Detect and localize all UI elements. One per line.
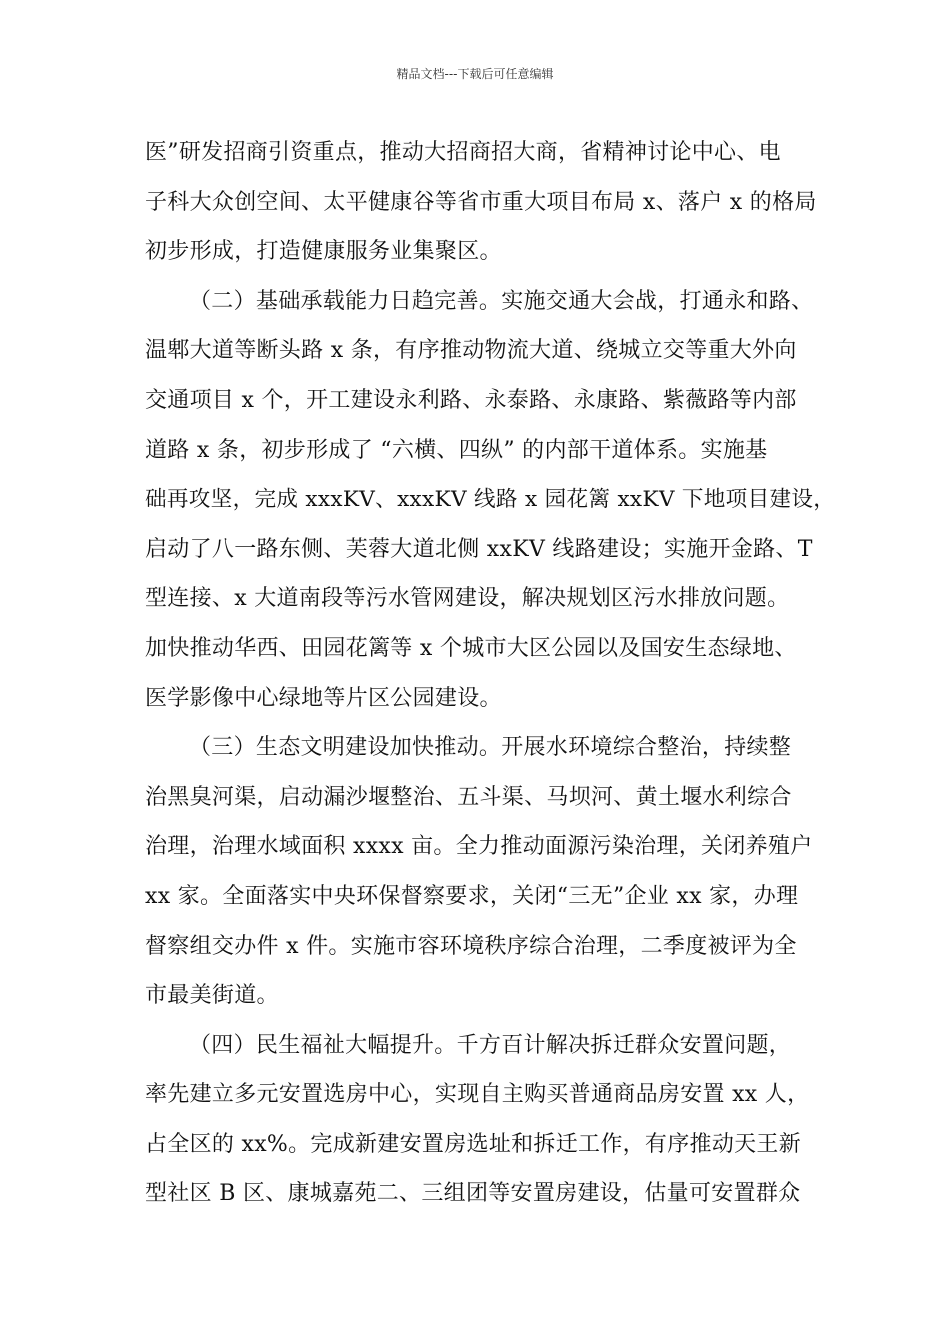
text-line: （三）生态文明建设加快推动。开展水环境综合整治，持续整 [189,735,792,761]
text-line: 医”研发招商引资重点，推动大招商招大商，省精神讨论中心、电 [145,140,781,165]
text-line: 初步形成，打造健康服务业集聚区。 [145,239,502,265]
text-line: （二）基础承载能力日趋完善。实施交通大会战，打通永和路、 [189,288,814,314]
text-line: 治理，治理水域面积 xxxx 亩。全力推动面源污染治理，关闭养殖户 [145,834,813,860]
text-line: 督察组交办件 x 件。实施市容环境秩序综合治理，二季度被评为全 [145,933,797,959]
text-line: 型社区 B 区、康城嘉苑二、三组团等安置房建设，估量可安置群众 [145,1181,801,1207]
text-line: （四）民生福祉大幅提升。千方百计解决拆迁群众安置问题， [189,1032,792,1058]
text-line: 础再攻坚，完成 xxxKV、xxxKV 线路 x 园花篱 xxKV 下地项目建设， [145,487,836,513]
text-line: 加快推动华西、田园花篱等 x 个城市大区公园以及国安生态绿地、 [145,635,797,661]
page-header: 精品文档---下载后可任意编辑 [396,67,554,81]
text-line: 市最美街道。 [145,983,279,1009]
text-line: 温郫大道等断头路 x 条，有序推动物流大道、绕城立交等重大外向 [145,338,797,364]
text-line: 启动了八一路东侧、芙蓉大道北侧 xxKV 线路建设；实施开金路、T [145,536,813,562]
text-line: 占全区的 xx%。完成新建安置房选址和拆迁工作，有序推动天王新 [145,1131,802,1157]
text-line: 子科大众创空间、太平健康谷等省市重大项目布局 x、落户 x 的格局 [145,189,817,215]
text-line: 治黑臭河渠，启动漏沙堰整治、五斗渠、马坝河、黄土堰水利综合 [145,784,792,810]
text-line: 型连接、x 大道南段等污水管网建设，解决规划区污水排放问题。 [145,586,790,612]
document-body [145,128,835,1219]
text-line: xx 家。全面落实中央环保督察要求，关闭“三无”企业 xx 家，办理 [145,883,799,909]
text-line: 交通项目 x 个，开工建设永利路、永泰路、永康路、紫薇路等内部 [145,387,797,413]
text-line: 道路 x 条，初步形成了 “六横、四纵” 的内部干道体系。实施基 [145,437,768,463]
text-line: 率先建立多元安置选房中心，实现自主购买普通商品房安置 xx 人， [145,1082,810,1108]
text-line: 医学影像中心绿地等片区公园建设。 [145,685,502,711]
